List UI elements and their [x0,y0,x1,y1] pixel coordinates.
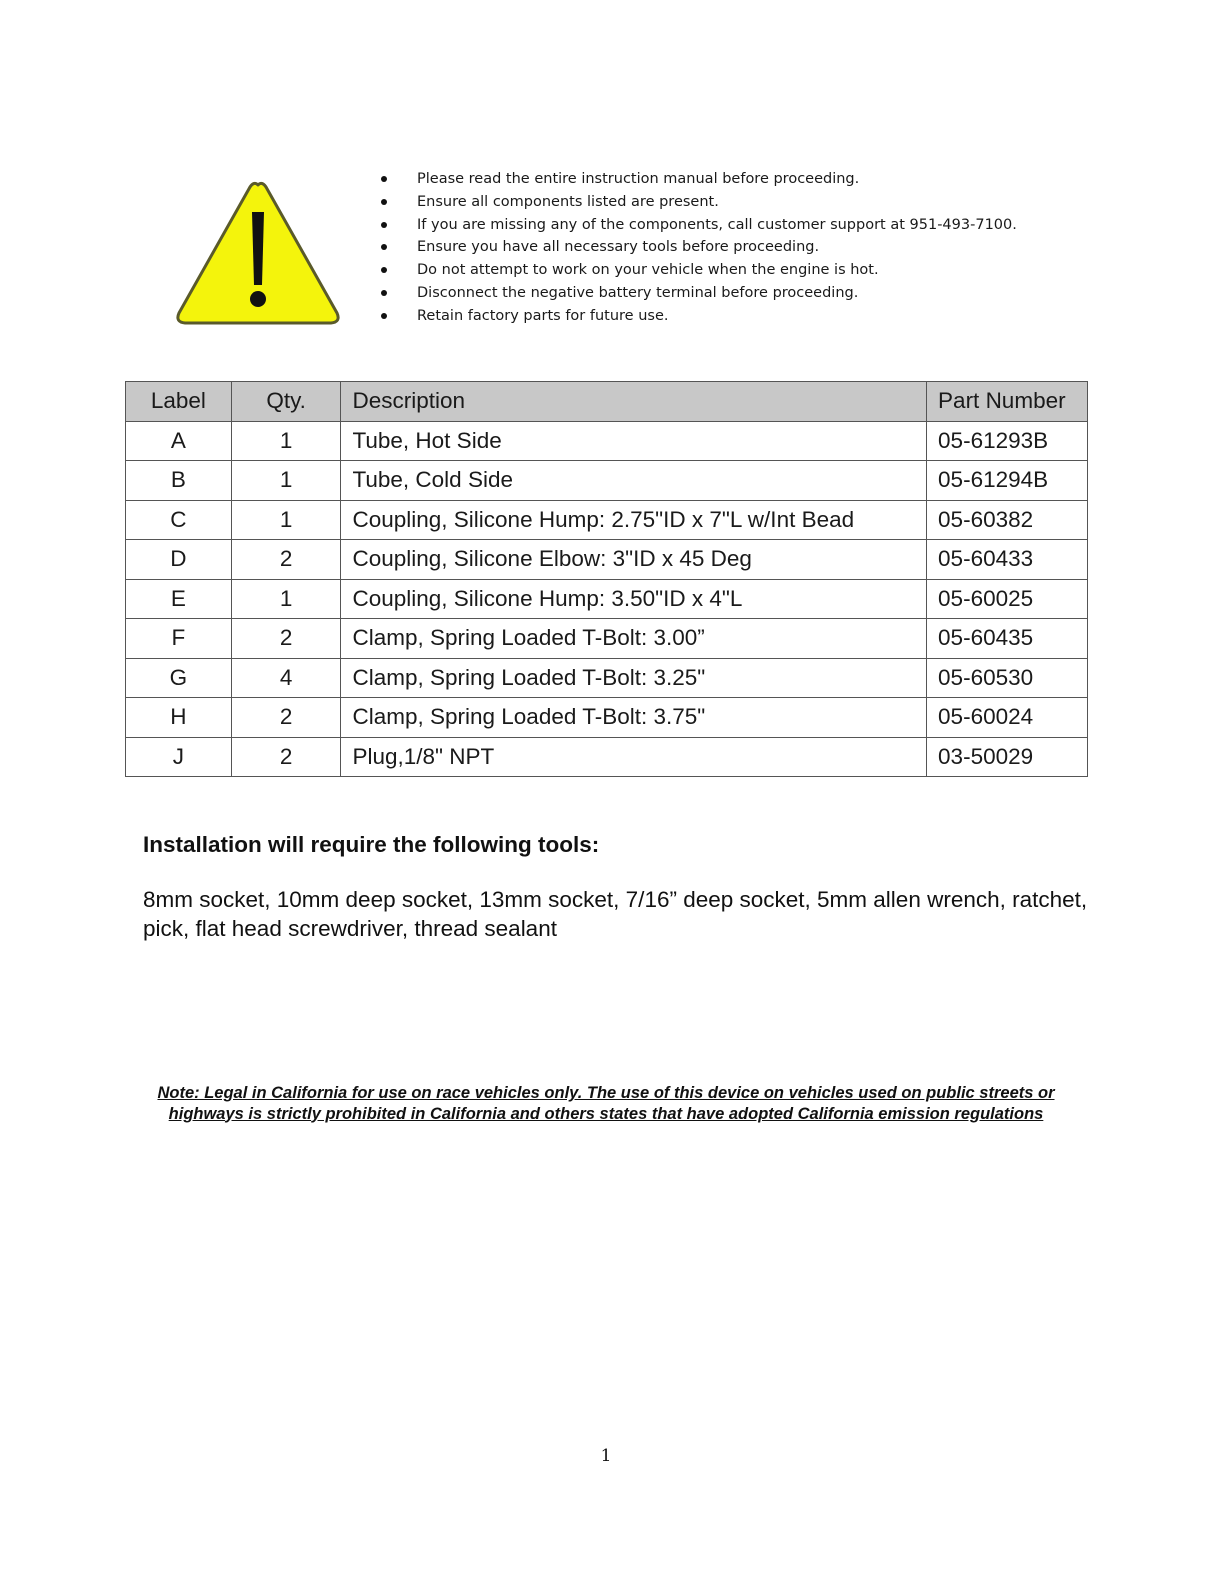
cell-label: H [126,698,232,738]
cell-label: B [126,461,232,501]
cell-qty: 2 [231,540,341,580]
warning-item: Disconnect the negative battery terminal before proceeding. [378,282,1017,305]
cell-description: Coupling, Silicone Hump: 2.75"ID x 7"L w/Int Bead [341,500,927,540]
cell-part-number: 05-61294B [927,461,1088,501]
cell-label: D [126,540,232,580]
cell-description: Clamp, Spring Loaded T-Bolt: 3.00” [341,619,927,659]
header-description: Description [341,382,927,422]
cell-qty: 2 [231,619,341,659]
cell-label: A [126,421,232,461]
cell-qty: 1 [231,421,341,461]
table-row [126,500,1088,540]
cell-qty: 2 [231,737,341,777]
cell-description: Coupling, Silicone Hump: 3.50"ID x 4"L [341,579,927,619]
warning-triangle-icon [174,178,342,328]
cell-qty: 1 [231,500,341,540]
warning-item: If you are missing any of the components, call customer support at 951-493-7100. [378,214,1017,237]
warning-item: Please read the entire instruction manual before proceeding. [378,168,1017,191]
table-row [126,421,1088,461]
header-qty: Qty. [231,382,341,422]
cell-part-number: 05-60024 [927,698,1088,738]
cell-description: Coupling, Silicone Elbow: 3"ID x 45 Deg [341,540,927,580]
cell-part-number: 05-60530 [927,658,1088,698]
table-header-row [126,382,1088,422]
header-label: Label [126,382,232,422]
cell-part-number: 05-60435 [927,619,1088,659]
cell-part-number: 03-50029 [927,737,1088,777]
cell-qty: 2 [231,698,341,738]
cell-qty: 4 [231,658,341,698]
cell-qty: 1 [231,579,341,619]
cell-label: F [126,619,232,659]
warning-item: Do not attempt to work on your vehicle when the engine is hot. [378,259,1017,282]
warning-item: Retain factory parts for future use. [378,305,1017,328]
table-row [126,737,1088,777]
tools-list: 8mm socket, 10mm deep socket, 13mm socket, 7/16” deep socket, 5mm allen wrench, ratchet, pick, flat head screwdriver, thread sealant [143,887,1088,941]
table-row [126,461,1088,501]
cell-part-number: 05-61293B [927,421,1088,461]
cell-description: Tube, Cold Side [341,461,927,501]
warning-item: Ensure all components listed are present. [378,191,1017,214]
warning-list [378,168,1017,328]
table-row [126,698,1088,738]
cell-description: Plug,1/8" NPT [341,737,927,777]
cell-label: C [126,500,232,540]
table-row [126,658,1088,698]
parts-table [125,381,1088,777]
cell-label: G [126,658,232,698]
table-row [126,579,1088,619]
cell-description: Clamp, Spring Loaded T-Bolt: 3.75" [341,698,927,738]
header-part-number: Part Number [927,382,1088,422]
table-row [126,540,1088,580]
cell-description: Tube, Hot Side [341,421,927,461]
page-number: 1 [600,1446,612,1466]
cell-part-number: 05-60433 [927,540,1088,580]
tools-heading: Installation will require the following tools: [143,832,600,857]
cell-qty: 1 [231,461,341,501]
table-row [126,619,1088,659]
cell-description: Clamp, Spring Loaded T-Bolt: 3.25" [341,658,927,698]
legal-note: Note: Legal in California for use on race vehicles only. The use of this device on vehicles used on public streets or highways is strictly prohibited in California and others states that have adopted California emission regulations [157,1084,1055,1123]
cell-label: J [126,737,232,777]
cell-part-number: 05-60382 [927,500,1088,540]
cell-part-number: 05-60025 [927,579,1088,619]
cell-label: E [126,579,232,619]
warning-item: Ensure you have all necessary tools before proceeding. [378,236,1017,259]
